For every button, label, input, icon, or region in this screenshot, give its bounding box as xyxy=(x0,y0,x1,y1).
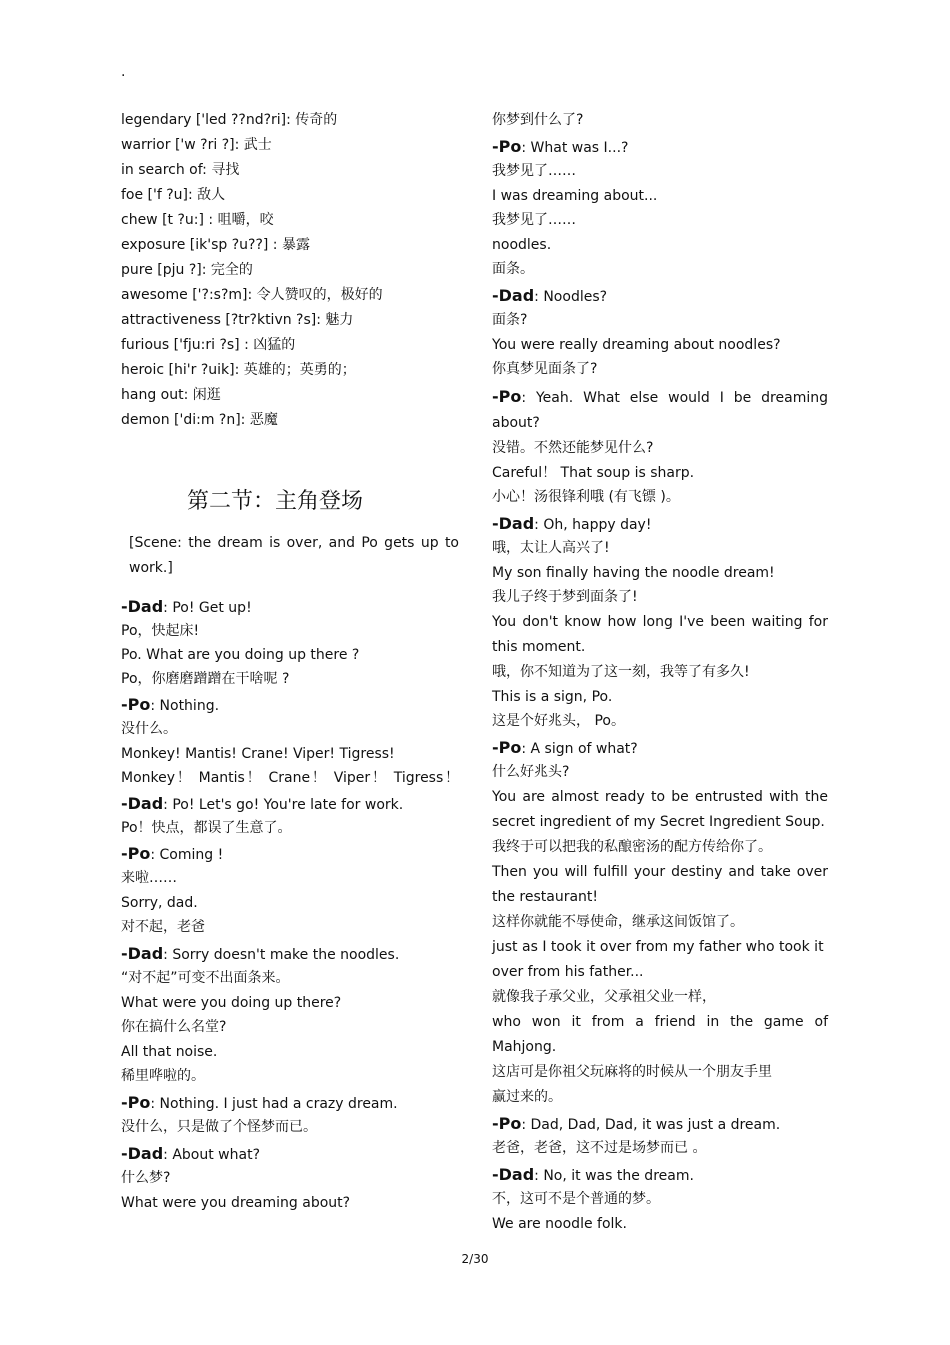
vocab-item: in search of: 寻找 xyxy=(121,162,240,178)
translation-line: You are almost ready to be entrusted with the secret ingredient of my Secret Ingredient Soup. xyxy=(492,789,828,830)
dialogue-text: : Po! Let's go! You're late for work. xyxy=(163,797,404,813)
speaker-label: -Po xyxy=(121,844,151,863)
vocab-item: legendary ['led ??nd?ri]: 传奇的 xyxy=(121,112,338,128)
translation-line: What were you doing up there? xyxy=(121,995,342,1011)
translation-line: Po！快点，都误了生意了。 xyxy=(121,820,292,836)
translation-line: 什么好兆头? xyxy=(492,764,570,780)
vocab-item: warrior ['w ?ri ?]: 武士 xyxy=(121,137,272,153)
translation-line: Careful！ That soup is sharp. xyxy=(492,465,695,481)
translation-line: “对不起”可变不出面条来。 xyxy=(121,970,290,986)
translation-line: 什么梦? xyxy=(121,1170,171,1186)
dialogue-line xyxy=(121,842,459,866)
dialogue-line xyxy=(121,1142,459,1166)
translation-line: This is a sign, Po. xyxy=(492,689,613,705)
left-dialogue xyxy=(121,595,459,1215)
vocab-item: foe ['f ?u]: 敌人 xyxy=(121,187,226,203)
dialogue-line xyxy=(492,512,828,536)
dialogue-line xyxy=(121,942,459,966)
speaker-label: -Po xyxy=(492,738,522,757)
translation-line: 这是个好兆头， Po。 xyxy=(492,713,625,729)
translation-line: 老爸，老爸，这不过是场梦而已 。 xyxy=(492,1140,707,1156)
page-dot: . xyxy=(121,64,126,80)
dialogue-line xyxy=(121,693,459,717)
speaker-label: -Po xyxy=(121,695,151,714)
dialogue-text: : Nothing. I just had a crazy dream. xyxy=(150,1096,398,1112)
translation-line: 你真梦见面条了? xyxy=(492,361,598,377)
right-column xyxy=(492,108,828,1236)
translation-line: 我梦见了…… xyxy=(492,212,576,228)
dialogue-line xyxy=(492,135,828,159)
scene-direction: [Scene: the dream is over, and Po gets up to work.] xyxy=(129,535,459,576)
translation-line: I was dreaming about... xyxy=(492,188,658,204)
section-title: 第二节：主角登场 xyxy=(187,489,364,514)
translation-line: 面条? xyxy=(492,312,528,328)
translation-line: 没什么。 xyxy=(121,721,177,737)
dialogue-line xyxy=(492,384,828,436)
translation-line: 不，这可不是个普通的梦。 xyxy=(492,1191,660,1207)
translation-line: just as I took it over from my father who took it over from his father... xyxy=(492,939,824,980)
vocab-item: furious ['fju:ri ?s] : 凶猛的 xyxy=(121,337,296,353)
dialogue-line xyxy=(492,1163,828,1187)
vocab-item: attractiveness [?tr?ktivn ?s]: 魅力 xyxy=(121,312,354,328)
speaker-label: -Po xyxy=(121,1093,151,1112)
right-dialogue xyxy=(492,108,828,1236)
speaker-label: -Dad xyxy=(492,286,535,305)
dialogue-text: : Po! Get up! xyxy=(163,600,252,616)
translation-line: What were you dreaming about? xyxy=(121,1195,351,1211)
translation-line: 没错。不然还能梦见什么? xyxy=(492,440,654,456)
page-number: 2/30 xyxy=(461,1252,489,1266)
speaker-label: -Dad xyxy=(492,1165,535,1184)
speaker-label: -Dad xyxy=(121,944,164,963)
translation-line: You don't know how long I've been waiting for this moment. xyxy=(492,614,828,655)
dialogue-text: : Dad, Dad, Dad, it was just a dream. xyxy=(521,1117,781,1133)
vocab-item: pure [pju ?]: 完全的 xyxy=(121,262,253,278)
dialogue-line xyxy=(121,595,459,619)
translation-line: 这店可是你祖父玩麻将的时候从一个朋友手里 xyxy=(492,1064,772,1080)
dialogue-line xyxy=(492,284,828,308)
translation-line: 这样你就能不辱使命，继承这间饭馆了。 xyxy=(492,914,744,930)
dialogue-text: : Noodles? xyxy=(534,289,608,305)
translation-line: My son finally having the noodle dream! xyxy=(492,565,775,581)
vocab-item: awesome ['?:s?m]: 令人赞叹的，极好的 xyxy=(121,287,383,303)
translation-line: 我终于可以把我的私酿密汤的配方传给你了。 xyxy=(492,839,772,855)
translation-line: Then you will fulfill your destiny and take over the restaurant! xyxy=(492,864,828,905)
dialogue-line xyxy=(121,1091,459,1115)
vocab-item: chew [t ?u:] : 咀嚼，咬 xyxy=(121,212,274,228)
translation-line: 稀里哗啦的。 xyxy=(121,1068,205,1084)
dialogue-text: : Yeah. What else would I be dreaming about? xyxy=(492,390,828,431)
speaker-label: -Po xyxy=(492,387,522,406)
dialogue-text: : Sorry doesn't make the noodles. xyxy=(163,947,400,963)
translation-line: 面条。 xyxy=(492,261,534,277)
translation-line: We are noodle folk. xyxy=(492,1216,627,1232)
translation-line: Sorry, dad. xyxy=(121,895,198,911)
vocab-item: hang out: 闲逛 xyxy=(121,387,221,403)
speaker-label: -Dad xyxy=(492,514,535,533)
dialogue-text: : No, it was the dream. xyxy=(534,1168,694,1184)
vocab-item: exposure [ik'sp ?u??] : 暴露 xyxy=(121,237,310,253)
dialogue-text: : About what? xyxy=(163,1147,261,1163)
translation-line: who won it from a friend in the game of Mahjong. xyxy=(492,1014,828,1055)
speaker-label: -Dad xyxy=(121,597,164,616)
dialogue-line xyxy=(492,1112,828,1136)
dialogue-text: : What was I...? xyxy=(521,140,629,156)
translation-line: Po. What are you doing up there ? xyxy=(121,647,360,663)
speaker-label: -Dad xyxy=(121,794,164,813)
translation-line: 我儿子终于梦到面条了! xyxy=(492,589,638,605)
translation-line: 哦，你不知道为了这一刻，我等了有多久! xyxy=(492,664,750,680)
dialogue-text: : Oh, happy day! xyxy=(534,517,652,533)
vocab-list xyxy=(121,108,459,433)
dialogue-text: : Nothing. xyxy=(150,698,220,714)
speaker-label: -Po xyxy=(492,137,522,156)
translation-line: 赢过来的。 xyxy=(492,1089,562,1105)
translation-line: Monkey! Mantis! Crane! Viper! Tigress! xyxy=(121,746,395,762)
translation-line: 对不起，老爸 xyxy=(121,919,205,935)
vocab-item: heroic [hi'r ?uik]: 英雄的；英勇的； xyxy=(121,362,356,378)
dialogue-line xyxy=(121,792,459,816)
translation-line: 就像我子承父业，父承祖父业一样， xyxy=(492,989,716,1005)
translation-line: Po，快起床! xyxy=(121,623,200,639)
translation-line: 我梦见了…… xyxy=(492,163,576,179)
vocab-item: demon ['di:m ?n]: 恶魔 xyxy=(121,412,278,428)
translation-line: 来啦…… xyxy=(121,870,177,886)
translation-line: noodles. xyxy=(492,237,552,253)
dialogue-line xyxy=(492,736,828,760)
translation-line: 哦，太让人高兴了! xyxy=(492,540,610,556)
dialogue-text: : A sign of what? xyxy=(521,741,638,757)
speaker-label: -Dad xyxy=(121,1144,164,1163)
translation-line: 小心！汤很锋利哦 (有飞镖 )。 xyxy=(492,489,680,505)
translation-line: Monkey！ Mantis！ Crane！ Viper！ Tigress！ xyxy=(121,770,459,786)
translation-line: 你梦到什么了? xyxy=(492,112,584,128)
dialogue-text: : Coming ! xyxy=(150,847,224,863)
translation-line: Po，你磨磨蹭蹭在干啥呢 ? xyxy=(121,671,290,687)
translation-line: You were really dreaming about noodles? xyxy=(492,337,781,353)
translation-line: 没什么，只是做了个怪梦而已。 xyxy=(121,1119,317,1135)
left-column xyxy=(121,108,459,1215)
speaker-label: -Po xyxy=(492,1114,522,1133)
translation-line: All that noise. xyxy=(121,1044,218,1060)
translation-line: 你在搞什么名堂? xyxy=(121,1019,227,1035)
